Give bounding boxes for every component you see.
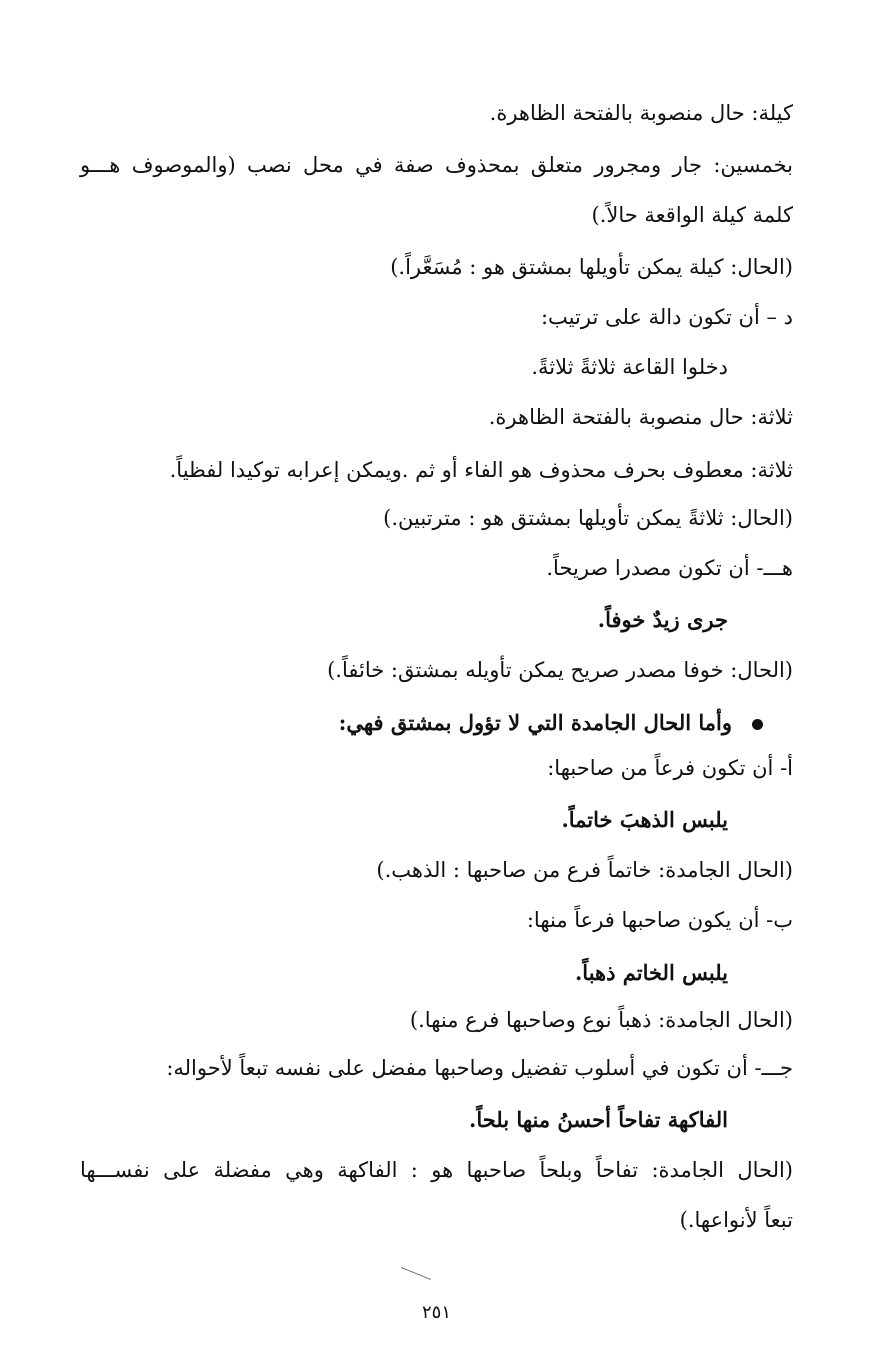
text-line-7: ثلاثة: معطوف بحرف محذوف هو الفاء أو ثم .ويمكن إعرابه توكيدا لفظياً. xyxy=(169,458,793,482)
bullet-icon xyxy=(752,719,763,730)
text-line-13: ب- أن يكون صاحبها فرعاً منها: xyxy=(526,908,793,932)
text-line-1: كيلة: حال منصوبة بالفتحة الظاهرة. xyxy=(489,101,793,125)
text-line-15: جـــ- أن تكون في أسلوب تفضيل وصاحبها مفضل على نفسه تبعاً لأحواله: xyxy=(166,1056,793,1080)
example-line-2: جرى زيدٌ خوفاً. xyxy=(597,607,728,632)
text-line-2: بخمسين: جار ومجرور متعلق بمحذوف صفة في محل نصب (والموصوف هـــو xyxy=(80,153,793,177)
text-line-12: (الحال الجامدة: خاتماً فرع من صاحبها : الذهب.) xyxy=(376,858,793,882)
text-line-3: كلمة كيلة الواقعة حالاً.) xyxy=(591,203,793,227)
scan-mark xyxy=(401,1267,431,1280)
example-line-5: الفاكهة تفاحاً أحسنُ منها بلحاً. xyxy=(469,1107,728,1132)
text-line-4: (الحال: كيلة يمكن تأويلها بمشتق هو : مُسَعَّراً.) xyxy=(390,255,793,279)
text-line-16: (الحال الجامدة: تفاحاً وبلحاً صاحبها هو : الفاكهة وهي مفضلة على نفســـها xyxy=(80,1158,793,1182)
example-line-1: دخلوا القاعة ثلاثةً ثلاثةً. xyxy=(531,355,728,379)
bullet-heading-text: وأما الحال الجامدة التي لا تؤول بمشتق فهي: xyxy=(338,710,732,735)
text-line-17: تبعاً لأنواعها.) xyxy=(679,1208,793,1232)
text-line-6: ثلاثة: حال منصوبة بالفتحة الظاهرة. xyxy=(488,405,793,429)
page-number: ٢٥١ xyxy=(421,1302,451,1323)
text-line-14: (الحال الجامدة: ذهباً نوع وصاحبها فرع منها.) xyxy=(409,1008,793,1032)
example-line-4: يلبس الخاتم ذهباً. xyxy=(574,960,728,985)
bullet-heading xyxy=(63,708,763,738)
text-line-10: (الحال: خوفا مصدر صريح يمكن تأويله بمشتق: خائفاً.) xyxy=(327,658,793,682)
text-line-9: هـــ- أن تكون مصدرا صريحاً. xyxy=(546,556,793,580)
text-line-5: د – أن تكون دالة على ترتيب: xyxy=(540,305,793,329)
text-line-8: (الحال: ثلاثةً يمكن تأويلها بمشتق هو : مترتبين.) xyxy=(383,506,793,530)
text-line-11: أ- أن تكون فرعاً من صاحبها: xyxy=(547,756,793,780)
example-line-3: يلبس الذهبَ خاتماً. xyxy=(561,807,728,832)
